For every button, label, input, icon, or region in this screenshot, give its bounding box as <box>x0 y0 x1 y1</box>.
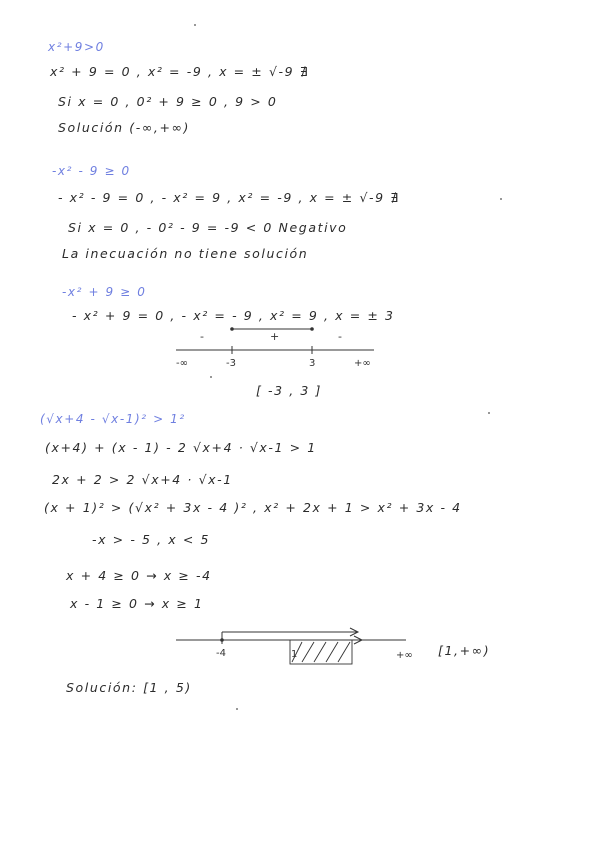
scan-speck <box>194 24 196 26</box>
problem-3-heading: -x² + 9 ≥ 0 <box>62 285 147 299</box>
problem-1-line-1: x² + 9 = 0 , x² = -9 , x = ± √-9 ∄ <box>50 64 310 79</box>
tick-label-neg-infinity: -∞ <box>176 358 188 369</box>
problem-4-line-1: (x+4) + (x - 1) - 2 √x+4 · √x-1 > 1 <box>45 440 317 455</box>
problem-2-line-2: Si x = 0 , - 0² - 9 = -9 < 0 Negativo <box>68 220 348 235</box>
tick-label-neg-3: -3 <box>226 358 236 369</box>
problem-4-line-2: 2x + 2 > 2 √x+4 · √x-1 <box>52 472 233 487</box>
problem-3-line-1: - x² + 9 = 0 , - x² = - 9 , x² = 9 , x = ± 3 <box>72 308 395 323</box>
tick-label-3: 3 <box>309 358 316 369</box>
sign-plus-middle: + <box>270 330 280 343</box>
problem-3-answer: [ -3 , 3 ] <box>256 383 323 398</box>
problem-1-line-2: Si x = 0 , 0² + 9 ≥ 0 , 9 > 0 <box>58 94 278 109</box>
tick-label-neg-4: -4 <box>216 648 226 659</box>
problem-2-heading: -x² - 9 ≥ 0 <box>52 164 131 178</box>
number-line-2 <box>170 624 420 670</box>
scan-speck <box>210 376 212 378</box>
problem-1-solution: Solución (-∞,+∞) <box>58 120 191 135</box>
sign-minus-left: - <box>200 330 204 343</box>
problem-4-heading: (√x+4 - √x-1)² > 1² <box>40 412 186 426</box>
problem-4-line-4: -x > - 5 , x < 5 <box>92 532 211 547</box>
problem-4-solution: Solución: [1 , 5) <box>66 680 192 695</box>
tick-label-1: 1 <box>291 649 298 660</box>
problem-1-heading: x²+9>0 <box>48 40 105 54</box>
tick-label-pos-infinity: +∞ <box>396 650 413 661</box>
number-line-1 <box>170 322 380 372</box>
scan-speck <box>236 708 238 710</box>
problem-2-conclusion: La inecuación no tiene solución <box>62 246 309 261</box>
tick-label-pos-infinity: +∞ <box>354 358 371 369</box>
problem-4-line-5: x + 4 ≥ 0 → x ≥ -4 <box>66 568 212 583</box>
scan-speck <box>500 198 502 200</box>
number-line-2-interval: [1,+∞) <box>438 643 491 658</box>
scan-speck <box>488 412 490 414</box>
sign-minus-right: - <box>338 330 342 343</box>
problem-4-line-3: (x + 1)² > (√x² + 3x - 4 )² , x² + 2x + 1 > x² + 3x - 4 <box>44 500 462 515</box>
problem-2-line-1: - x² - 9 = 0 , - x² = 9 , x² = -9 , x = ± √-9 ∄ <box>58 190 400 205</box>
problem-4-line-6: x - 1 ≥ 0 → x ≥ 1 <box>70 596 204 611</box>
